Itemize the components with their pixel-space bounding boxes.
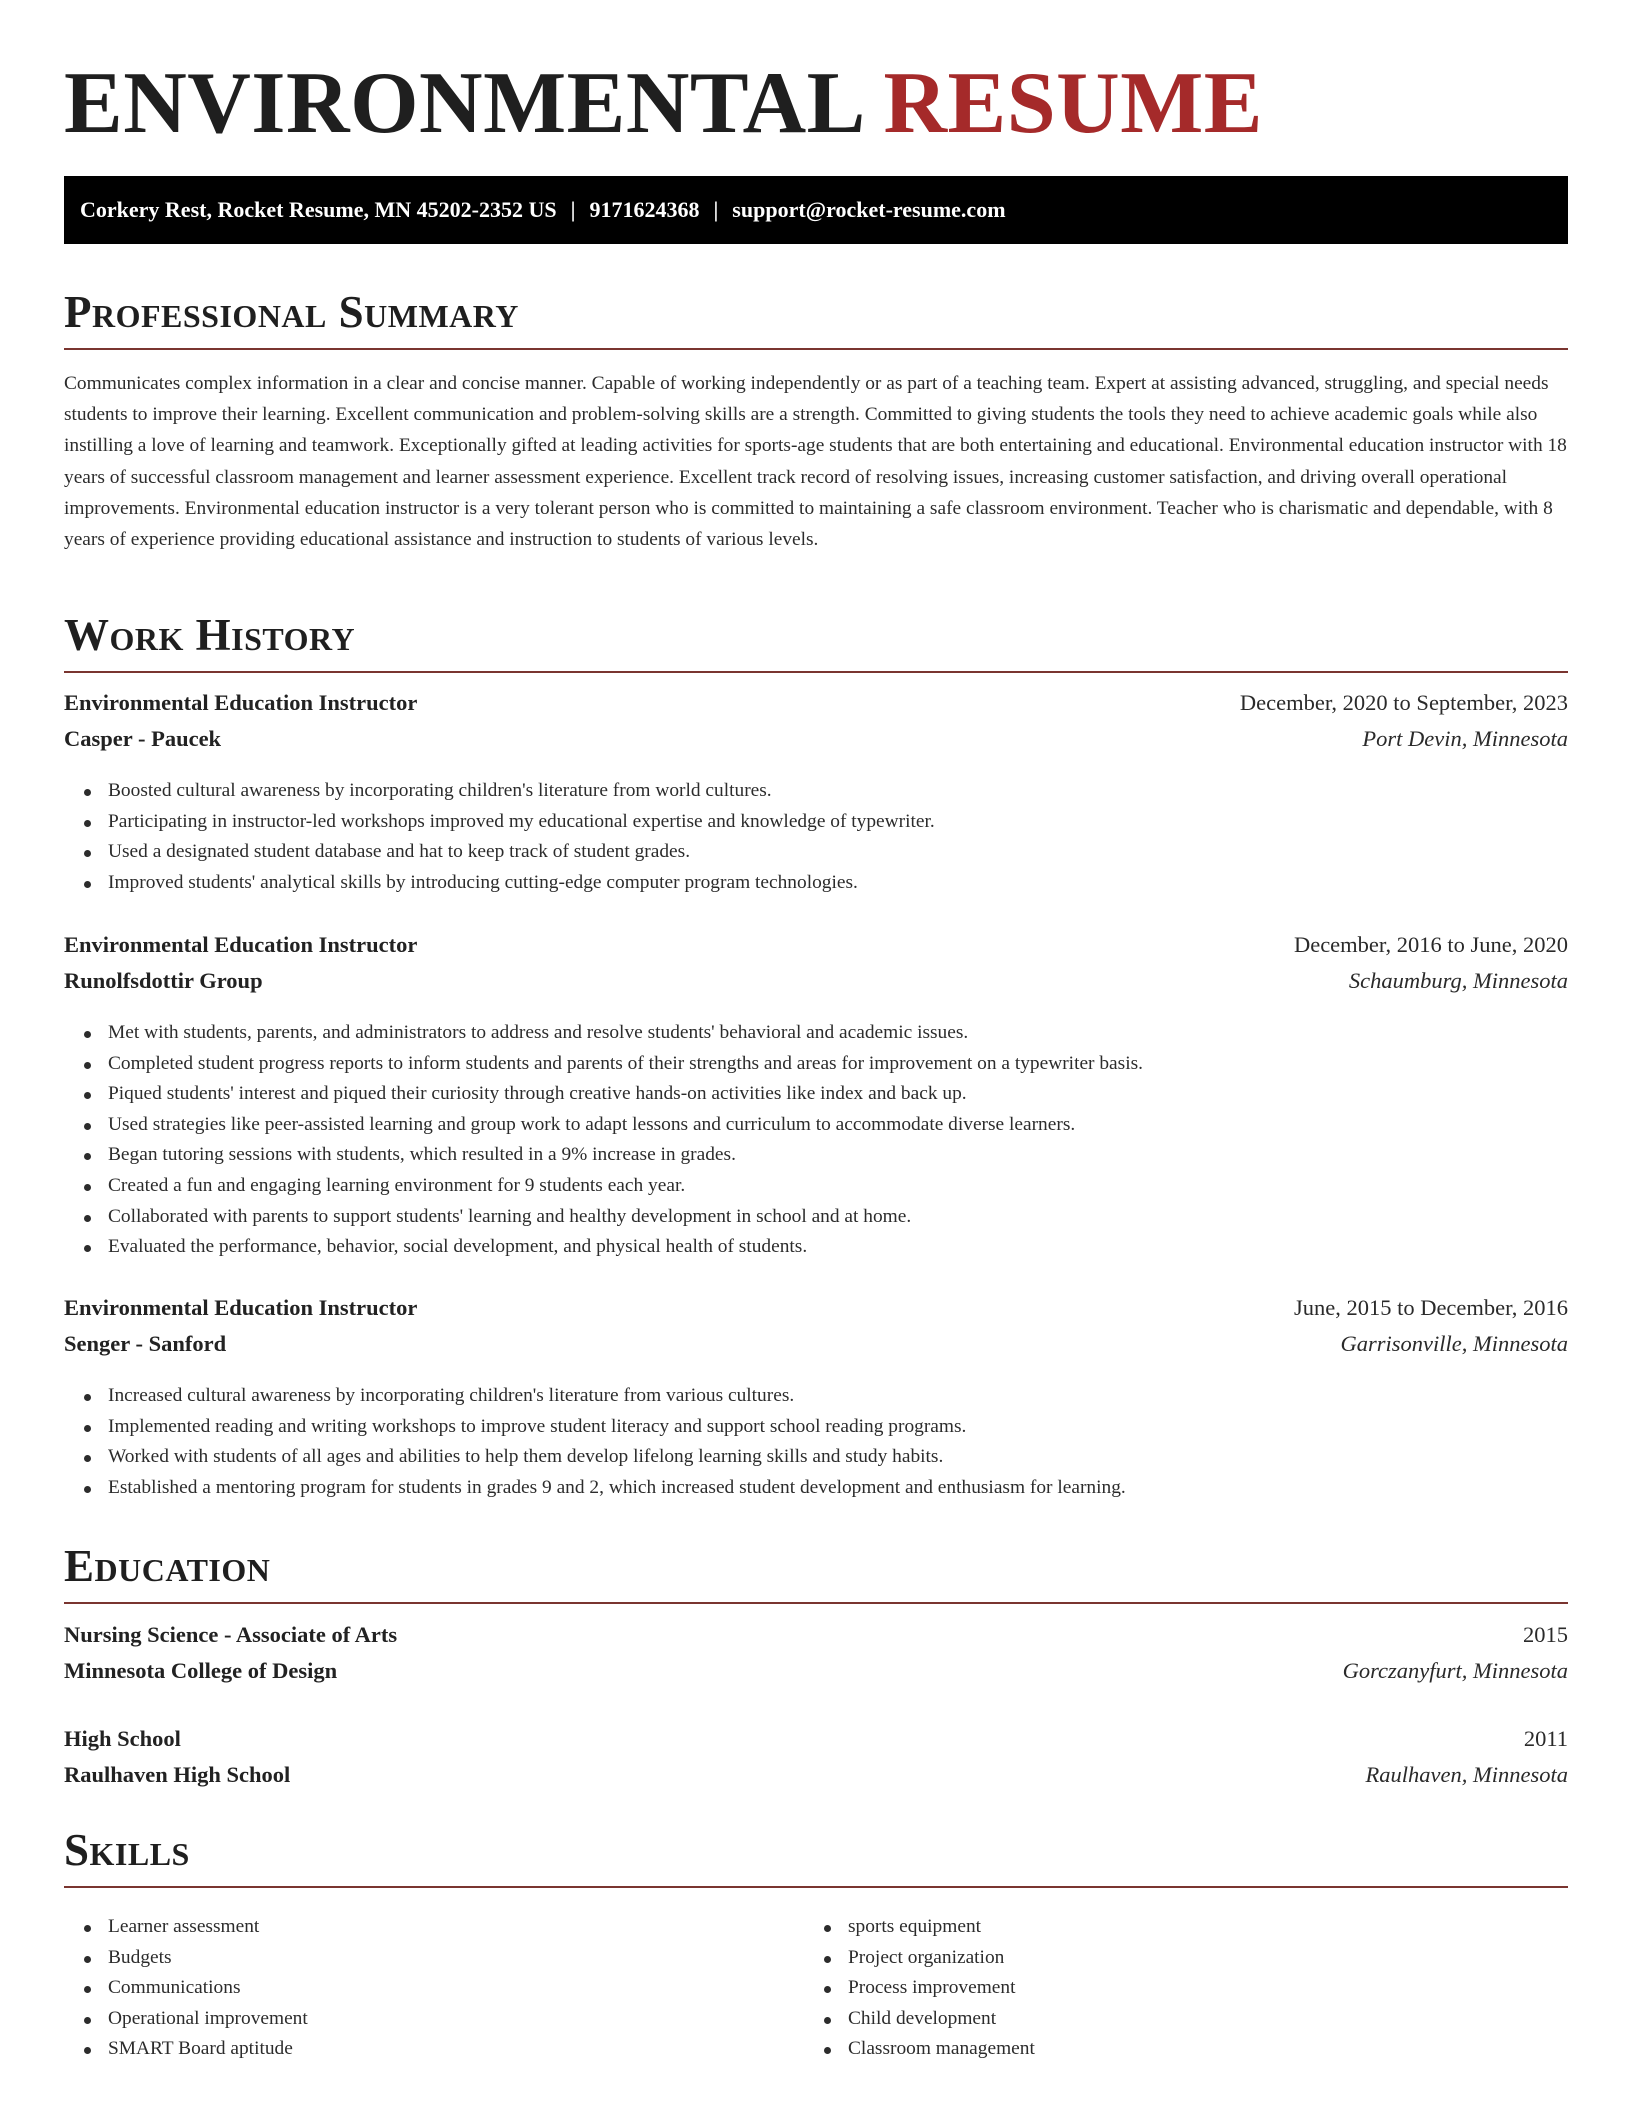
- job-dates: June, 2015 to December, 2016: [1293, 1295, 1568, 1320]
- skill-item: Communications: [64, 1973, 1568, 2004]
- list-item: Created a fun and engaging learning environment for 9 students each year.: [64, 1171, 1568, 1202]
- job-entry: [64, 932, 1568, 1004]
- list-item: Used strategies like peer-assisted learning and group work to adapt lessons and curriculum to accommodate diverse learners.: [64, 1110, 1568, 1141]
- list-item: Piqued students' interest and piqued their curiosity through creative hands-on activities like index and back up.: [64, 1079, 1568, 1110]
- contact-separator: |: [570, 197, 576, 222]
- job-dates: December, 2020 to September, 2023: [1239, 690, 1568, 715]
- job-entry: [64, 1295, 1568, 1367]
- job-title: Environmental Education Instructor: [64, 690, 418, 715]
- list-item: Participating in instructor-led workshops improved my educational expertise and knowledge of typewriter.: [64, 807, 1568, 838]
- job-location: Schaumburg, Minnesota: [1348, 968, 1568, 993]
- list-item: Implemented reading and writing workshops to improve student literacy and support school reading programs.: [64, 1412, 1568, 1443]
- education-school: Minnesota College of Design: [64, 1658, 338, 1683]
- skill-item: Child development: [804, 2004, 1632, 2035]
- job-bullets: [64, 776, 1568, 898]
- job-bullets: [64, 1018, 1568, 1263]
- contact-bar: [64, 176, 1568, 244]
- job-company: Runolfsdottir Group: [64, 968, 263, 993]
- education-entry: [64, 1726, 1568, 1798]
- section-divider: [64, 1602, 1568, 1604]
- skills-list-right: [804, 1912, 1632, 2065]
- list-item: Began tutoring sessions with students, which resulted in a 9% increase in grades.: [64, 1140, 1568, 1171]
- skill-item: Operational improvement: [64, 2004, 1568, 2035]
- section-divider: [64, 1886, 1568, 1888]
- contact-phone: 9171624368: [589, 197, 700, 222]
- section-divider: [64, 348, 1568, 350]
- job-company: Senger - Sanford: [64, 1331, 227, 1356]
- list-item: Met with students, parents, and administrators to address and resolve students' behavioral and academic issues.: [64, 1018, 1568, 1049]
- contact-address: Corkery Rest, Rocket Resume, MN 45202-2352 US: [80, 197, 557, 222]
- name-first: ENVIRONMENTAL: [64, 55, 861, 152]
- skill-item: sports equipment: [804, 1912, 1632, 1943]
- job-title: Environmental Education Instructor: [64, 1295, 418, 1320]
- skill-item: Classroom management: [804, 2034, 1632, 2065]
- name-last: RESUME: [883, 55, 1263, 152]
- education-location: Gorczanyfurt, Minnesota: [1342, 1658, 1568, 1683]
- list-item: Established a mentoring program for students in grades 9 and 2, which increased student development and enthusiasm for learning.: [64, 1473, 1568, 1504]
- skill-item: Budgets: [64, 1943, 1568, 1974]
- list-item: Boosted cultural awareness by incorporating children's literature from world cultures.: [64, 776, 1568, 807]
- education-school: Raulhaven High School: [64, 1762, 291, 1787]
- section-heading-education: Education: [64, 1541, 271, 1591]
- job-title: Environmental Education Instructor: [64, 932, 418, 957]
- list-item: Increased cultural awareness by incorporating children's literature from various cultures.: [64, 1381, 1568, 1412]
- education-degree: High School: [64, 1726, 181, 1751]
- job-entry: [64, 690, 1568, 762]
- job-location: Port Devin, Minnesota: [1362, 726, 1568, 751]
- list-item: Completed student progress reports to inform students and parents of their strengths and areas for improvement on a typewriter basis.: [64, 1049, 1568, 1080]
- job-company: Casper - Paucek: [64, 726, 222, 751]
- section-divider: [64, 671, 1568, 673]
- job-location: Garrisonville, Minnesota: [1340, 1331, 1568, 1356]
- contact-email: support@rocket-resume.com: [732, 197, 1006, 222]
- list-item: Used a designated student database and hat to keep track of student grades.: [64, 837, 1568, 868]
- skill-item: SMART Board aptitude: [64, 2034, 1568, 2065]
- education-year: 2015: [1523, 1622, 1568, 1647]
- section-heading-summary: Professional Summary: [64, 287, 519, 337]
- education-entry: [64, 1622, 1568, 1694]
- job-dates: December, 2016 to June, 2020: [1293, 932, 1568, 957]
- section-heading-work-history: Work History: [64, 610, 356, 660]
- list-item: Worked with students of all ages and abilities to help them develop lifelong learning skills and study habits.: [64, 1442, 1568, 1473]
- contact-separator: |: [713, 197, 719, 222]
- skill-item: Learner assessment: [64, 1912, 1568, 1943]
- skill-item: Project organization: [804, 1943, 1632, 1974]
- list-item: Improved students' analytical skills by introducing cutting-edge computer program technologies.: [64, 868, 1568, 899]
- skill-item: Process improvement: [804, 1973, 1632, 2004]
- education-degree: Nursing Science - Associate of Arts: [64, 1622, 398, 1647]
- education-location: Raulhaven, Minnesota: [1365, 1762, 1568, 1787]
- resume-name: [64, 56, 1263, 152]
- education-year: 2011: [1523, 1726, 1568, 1751]
- section-heading-skills: Skills: [64, 1825, 190, 1875]
- list-item: Evaluated the performance, behavior, social development, and physical health of students.: [64, 1232, 1568, 1263]
- summary-text: Communicates complex information in a clear and concise manner. Capable of working independently or as part of a teaching team. Expert at assisting advanced, struggling, and special needs students to improve their learning. Excellent communication and problem-solving skills are a strength. Committed to giving students the tools they need to achieve academic goals while also instilling a love of learning and teamwork. Exceptionally gifted at leading activities for sports-age students that are both entertaining and educational. Environmental education instructor with 18 years of successful classroom management and learner assessment experience. Excellent track record of resolving issues, increasing customer satisfaction, and driving overall operational improvements. Environmental education instructor is a very tolerant person who is committed to maintaining a safe classroom environment. Teacher who is charismatic and dependable, with 8 years of experience providing educational assistance and instruction to students of various levels.: [64, 373, 1567, 551]
- job-bullets: [64, 1381, 1568, 1503]
- list-item: Collaborated with parents to support students' learning and healthy development in school and at home.: [64, 1202, 1568, 1233]
